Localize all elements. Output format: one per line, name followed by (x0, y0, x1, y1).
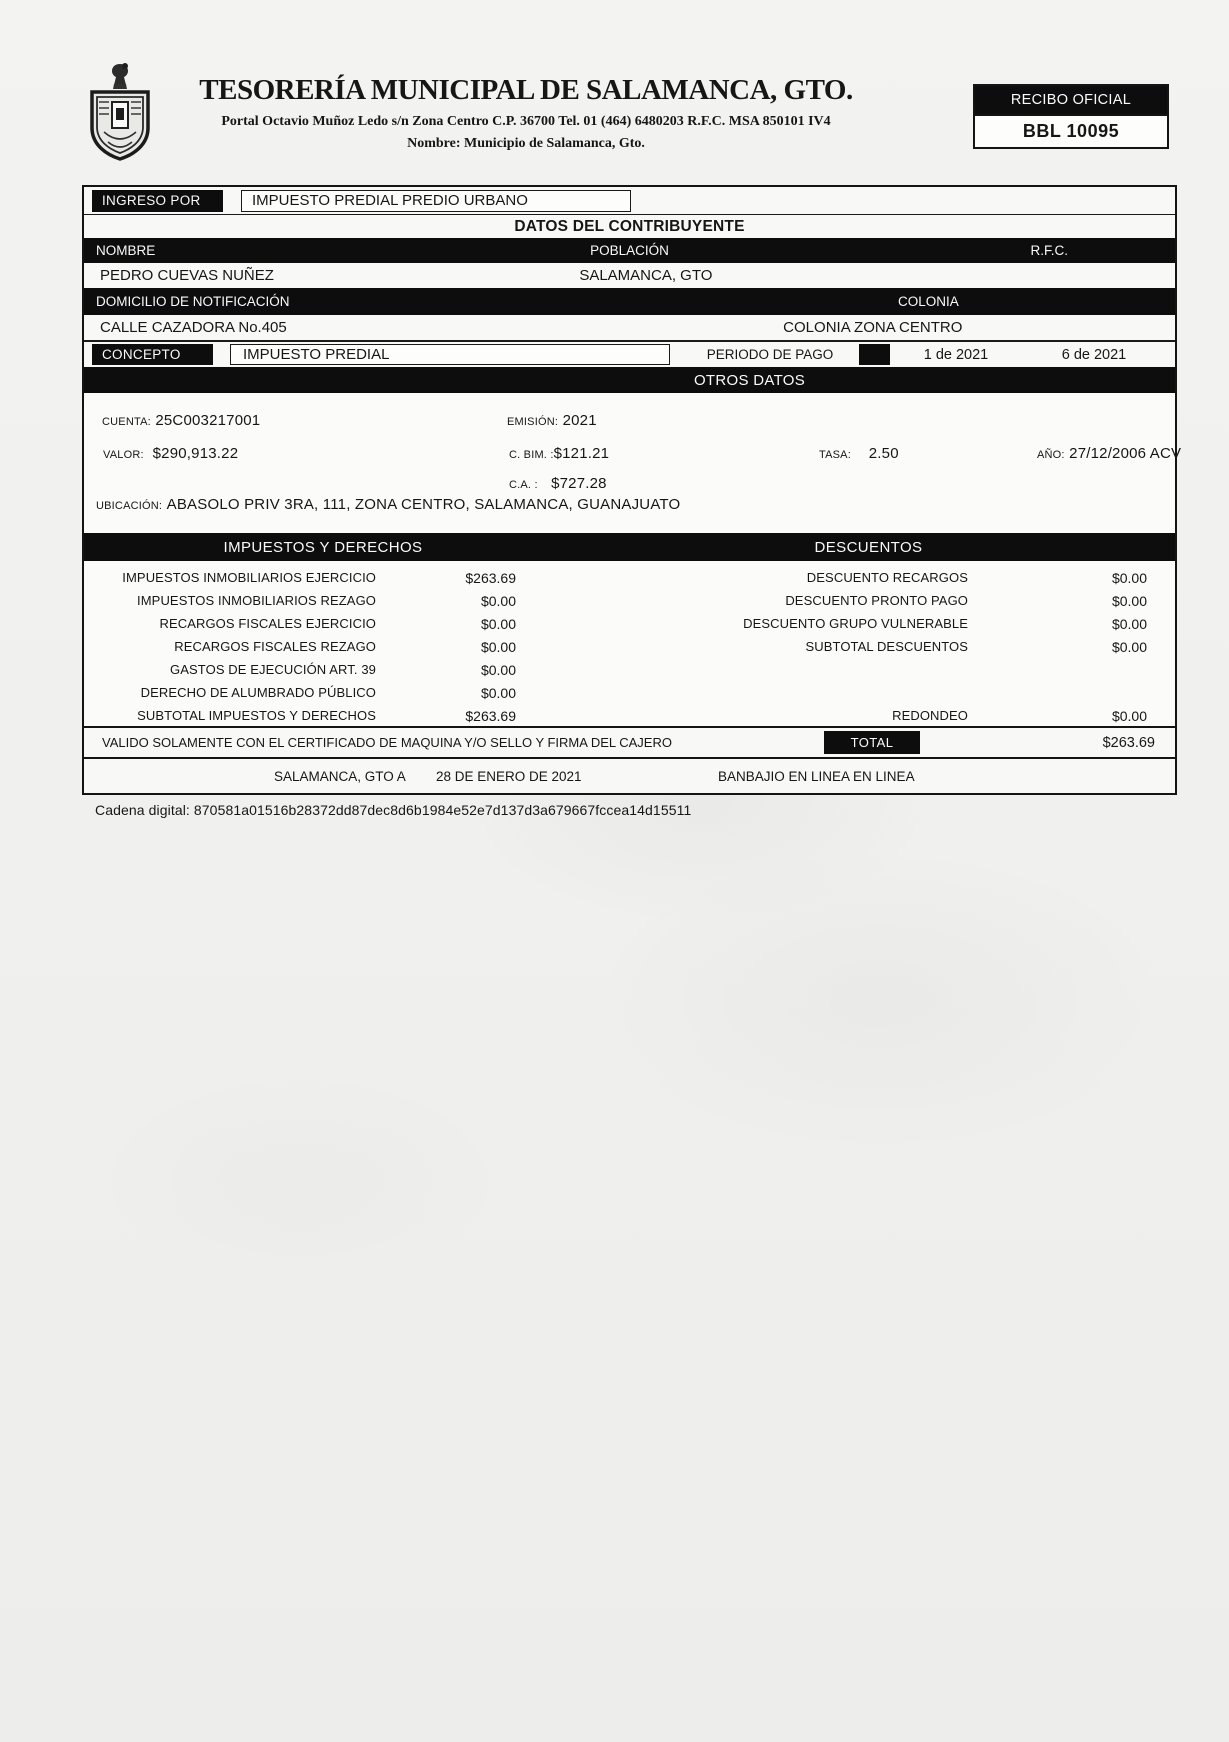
cuenta-field (102, 412, 260, 430)
subtotal-row (84, 704, 1175, 727)
nombre-value: PEDRO CUEVAS NUÑEZ (100, 267, 274, 284)
ingreso-por-value: IMPUESTO PREDIAL PREDIO URBANO (241, 190, 631, 212)
subtotal-impuestos-label: SUBTOTAL IMPUESTOS Y DERECHOS (137, 708, 376, 723)
periodo-inicio-value: 1 de 2021 (923, 346, 989, 363)
ingreso-por-label: INGRESO POR (92, 190, 223, 212)
charge-amount: $263.69 (465, 569, 516, 586)
cadena-digital (95, 802, 691, 818)
anio-value: 27/12/2006 ACV (1069, 445, 1182, 462)
otros-datos-title: OTROS DATOS (693, 371, 806, 389)
discount-label: SUBTOTAL DESCUENTOS (805, 639, 968, 654)
poblacion-value: SALAMANCA, GTO (579, 267, 713, 284)
ubicacion-label: UBICACIÓN: (96, 500, 163, 512)
cadena-digital-value: 870581a01516b28372dd87dec8d6b1984e52e7d137d3a679667fccea14d15511 (193, 802, 692, 818)
discount-label: DESCUENTO PRONTO PAGO (785, 593, 968, 608)
colonia-value: COLONIA ZONA CENTRO (783, 319, 963, 336)
cadena-digital-label: Cadena digital: (95, 802, 190, 818)
tasa-label: TASA: (819, 449, 851, 461)
anio-field (1037, 445, 1181, 463)
emision-field (507, 412, 597, 430)
discount-label: DESCUENTO RECARGOS (806, 570, 968, 585)
cuenta-value: 25C003217001 (155, 412, 261, 429)
emision-label: EMISIÓN: (507, 416, 559, 428)
total-row (84, 726, 1175, 759)
charge-label: GASTOS DE EJECUCIÓN ART. 39 (170, 662, 376, 677)
discount-amount: $0.00 (1111, 638, 1147, 655)
fecha-text: 28 DE ENERO DE 2021 (436, 768, 582, 784)
concepto-label: CONCEPTO (92, 344, 213, 365)
redondeo-label: REDONDEO (892, 708, 968, 723)
office-name-line: Nombre: Municipio de Salamanca, Gto. (407, 136, 645, 151)
ca-label: C.A. : (509, 479, 538, 491)
periodo-divider (859, 344, 890, 365)
tasa-field (819, 445, 899, 463)
charge-label: IMPUESTOS INMOBILIARIOS EJERCICIO (122, 570, 376, 585)
valor-label: VALOR: (103, 449, 144, 461)
discount-label: DESCUENTO GRUPO VULNERABLE (743, 616, 968, 631)
charge-label: RECARGOS FISCALES EJERCICIO (159, 616, 376, 631)
periodo-fin-value: 6 de 2021 (1061, 346, 1127, 363)
descuentos-section-title: DESCUENTOS (562, 533, 1175, 561)
charges-body (84, 561, 1175, 726)
domicilio-header-bar (84, 288, 1175, 315)
ingreso-por-row (84, 187, 1175, 215)
contribuyente-header-bar (84, 238, 1175, 263)
rfc-label: R.F.C. (1030, 243, 1068, 258)
poblacion-label: POBLACIÓN (590, 243, 669, 258)
otros-datos-box (84, 393, 1182, 533)
concepto-row (84, 342, 1175, 367)
valido-solamente-text: VALIDO SOLAMENTE CON EL CERTIFICADO DE MAQUINA Y/O SELLO Y FIRMA DEL CAJERO (102, 735, 672, 750)
discount-amount: $0.00 (1111, 569, 1147, 586)
tasa-value: 2.50 (868, 445, 899, 462)
letterhead (140, 74, 912, 152)
receipt-table (82, 185, 1182, 795)
charge-amount: $0.00 (480, 592, 516, 609)
table-row (84, 612, 1175, 635)
cbim-value: $121.21 (553, 445, 610, 462)
table-row (84, 635, 1175, 658)
domicilio-value: CALLE CAZADORA No.405 (100, 319, 287, 336)
table-row (84, 658, 1175, 681)
medio-pago-text: BANBAJIO EN LINEA EN LINEA (718, 768, 915, 784)
table-row (84, 589, 1175, 612)
office-address: Portal Octavio Muñoz Ledo s/n Zona Centro C.P. 36700 Tel. 01 (464) 6480203 R.F.C. MSA 850101 IV4 (221, 114, 831, 129)
charge-label: IMPUESTOS INMOBILIARIOS REZAGO (137, 593, 376, 608)
ca-field (509, 475, 607, 493)
ca-value: $727.28 (551, 475, 607, 492)
receipt-label: RECIBO OFICIAL (975, 86, 1167, 114)
domicilio-values-row (84, 315, 1175, 342)
contribuyente-values-row (84, 263, 1175, 288)
charge-amount: $0.00 (480, 684, 516, 701)
charge-label: RECARGOS FISCALES REZAGO (174, 639, 376, 654)
cuenta-label: CUENTA: (102, 416, 151, 428)
periodo-de-pago-label: PERIODO DE PAGO (706, 347, 834, 362)
nombre-label: NOMBRE (96, 243, 156, 258)
ubicacion-value: ABASOLO PRIV 3RA, 111, ZONA CENTRO, SALAMANCA, GUANAJUATO (166, 496, 681, 513)
redondeo-amount: $0.00 (1111, 707, 1147, 724)
subtotal-impuestos-amount: $263.69 (465, 707, 516, 724)
lugar-text: SALAMANCA, GTO A (274, 768, 406, 784)
official-receipt-box (973, 84, 1169, 149)
valor-value: $290,913.22 (152, 445, 239, 462)
page-title: TESORERÍA MUNICIPAL DE SALAMANCA, GTO. (199, 74, 853, 106)
colonia-label: COLONIA (898, 294, 959, 309)
discount-amount: $0.00 (1111, 615, 1147, 632)
table-row (84, 566, 1175, 589)
charge-amount: $0.00 (480, 615, 516, 632)
charge-amount: $0.00 (480, 638, 516, 655)
section-title-contribuyente: DATOS DEL CONTRIBUYENTE (84, 215, 1175, 238)
total-label: TOTAL (824, 731, 920, 754)
discount-amount: $0.00 (1111, 592, 1147, 609)
table-row (84, 681, 1175, 704)
charge-label: DERECHO DE ALUMBRADO PÚBLICO (140, 685, 376, 700)
domicilio-label: DOMICILIO DE NOTIFICACIÓN (96, 294, 290, 309)
emision-value: 2021 (562, 412, 597, 429)
charge-amount: $0.00 (480, 661, 516, 678)
total-amount: $263.69 (1102, 734, 1155, 751)
receipt-number: BBL 10095 (975, 114, 1167, 147)
otros-datos-bar (84, 367, 1175, 393)
cbim-field (509, 445, 609, 463)
anio-label: AÑO: (1037, 449, 1065, 461)
valor-field (103, 445, 238, 463)
date-row (84, 759, 1175, 793)
cbim-label: C. BIM. : (509, 449, 554, 461)
concepto-value: IMPUESTO PREDIAL (230, 344, 670, 365)
ubicacion-field (96, 496, 680, 514)
impuestos-section-title: IMPUESTOS Y DERECHOS (84, 533, 562, 561)
charges-section-bars (84, 533, 1175, 561)
